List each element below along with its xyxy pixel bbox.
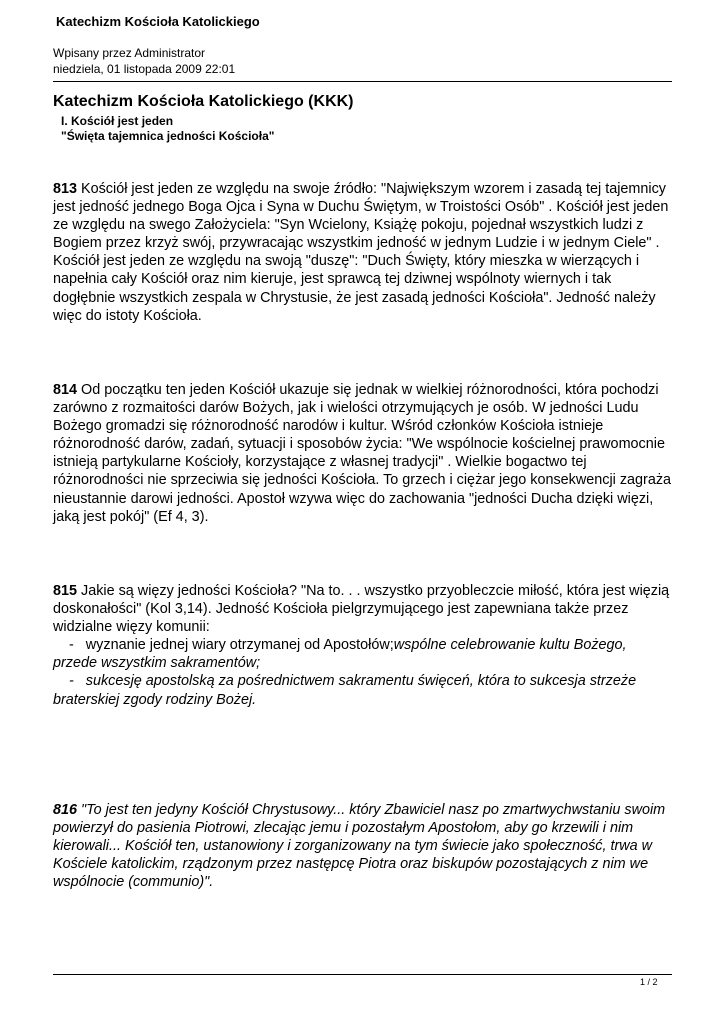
paragraph-813 <box>53 180 673 325</box>
paragraph-text: Jakie są więzy jedności Kościoła? "Na to. . . wszystko przyobleczcie miłość, która jest więzią doskonałości" (Kol 3,14). Jedność Kościoła pielgrzymującego jest zapewniana także przez widzialne więzy komunii: <box>53 583 670 636</box>
paragraph-number: 816 <box>53 802 78 818</box>
paragraph-text: "To jest ten jedyny Kościół Chrystusowy... który Zbawiciel nasz po zmartwychwstaniu swoim powierzył do pasienia Piotrowi, zlecając jemu i pozostałym Apostołom, aby go krzewili i nim kierowali... Kościół ten, ustanowiony i zorganizowany na tym świecie jako społeczność, trwa w Kościele katolickim, rządzonym przez następcę Piotra oraz biskupów pozostających z nim we wspólnocie (communio)". <box>53 802 666 891</box>
author-line: Wpisany przez Administrator <box>53 46 206 60</box>
paragraph-number: 813 <box>53 181 78 197</box>
paragraph-814 <box>53 381 673 526</box>
subsection-heading: "Święta tajemnica jedności Kościoła" <box>61 129 275 143</box>
paragraph-text: Od początku ten jeden Kościół ukazuje się jednak w wielkiej różnorodności, która pochodzi zarówno z rozmaitości darów Bożych, jak i wielości otrzymujących je osób. W jedności Ludu Bożego gromadzi się różnorodność narodów i kultur. Wśród członków Kościoła istnieje różnorodność darów, zadań, sytuacji i sposobów życia: "We wspólnocie kościelnej prawomocnie istnieją partykularne Kościoły, korzystające z własnej tradycji" . Wielkie bogactwo tej różnorodności nie sprzeciwia się jedności Kościoła. To grzech i ciężar jego konsekwencji zagraża nieustannie darowi jedności. Apostoł wzywa więc do zachowania "jedności Ducha dzięki więzi, jaką jest pokój" (Ef 4, 3). <box>53 382 672 525</box>
section-heading: I. Kościół jest jeden <box>61 114 174 128</box>
article-title: Katechizm Kościoła Katolickiego (KKK) <box>53 93 354 110</box>
header-divider <box>53 81 672 82</box>
footer-divider <box>53 974 672 975</box>
paragraph-text: Kościół jest jeden ze względu na swoje źródło: "Największym wzorem i zasadą tej tajemnicy jest jedność jednego Boga Ojca i Syna w Duchu Świętym, w Troistości Osób" . Kościół jest jeden ze względu na swego Założyciela: "Syn Wcielony, Książę pokoju, pojednał wszystkich ludzi z Bogiem przez krzyż swój, przywracając wszystkim jedność w jednym Ludzie i w jednym Ciele" . Kościół jest jeden ze względu na swoją "duszę": "Duch Święty, który mieszka w wierzących i napełnia cały Kościół oraz nim kieruje, jest sprawcą tej dziwnej wspólnoty wiernych i tak dogłębnie wszystkich zespala w Chrystusie, że jest zasadą jedności Kościoła". Jedność należy więc do istoty Kościoła. <box>53 181 669 324</box>
list-item-succession: - sukcesję apostolską za pośrednictwem sakramentu święceń, która to sukcesja strzeże braterskiej zgody rodziny Bożej. <box>53 673 641 708</box>
list-item-worship: wspólne celebrowanie kultu Bożego, przede wszystkim sakramentów; <box>53 637 627 672</box>
page-number: 1 / 2 <box>640 977 658 987</box>
list-item-faith: - wyznanie jednej wiary otrzymanej od Apostołów; <box>53 637 394 654</box>
paragraph-816 <box>53 801 673 891</box>
date-line: niedziela, 01 listopada 2009 22:01 <box>53 62 236 76</box>
site-title: Katechizm Kościoła Katolickiego <box>56 14 260 29</box>
paragraph-815 <box>53 582 673 709</box>
paragraph-number: 814 <box>53 382 78 398</box>
paragraph-number: 815 <box>53 583 78 599</box>
